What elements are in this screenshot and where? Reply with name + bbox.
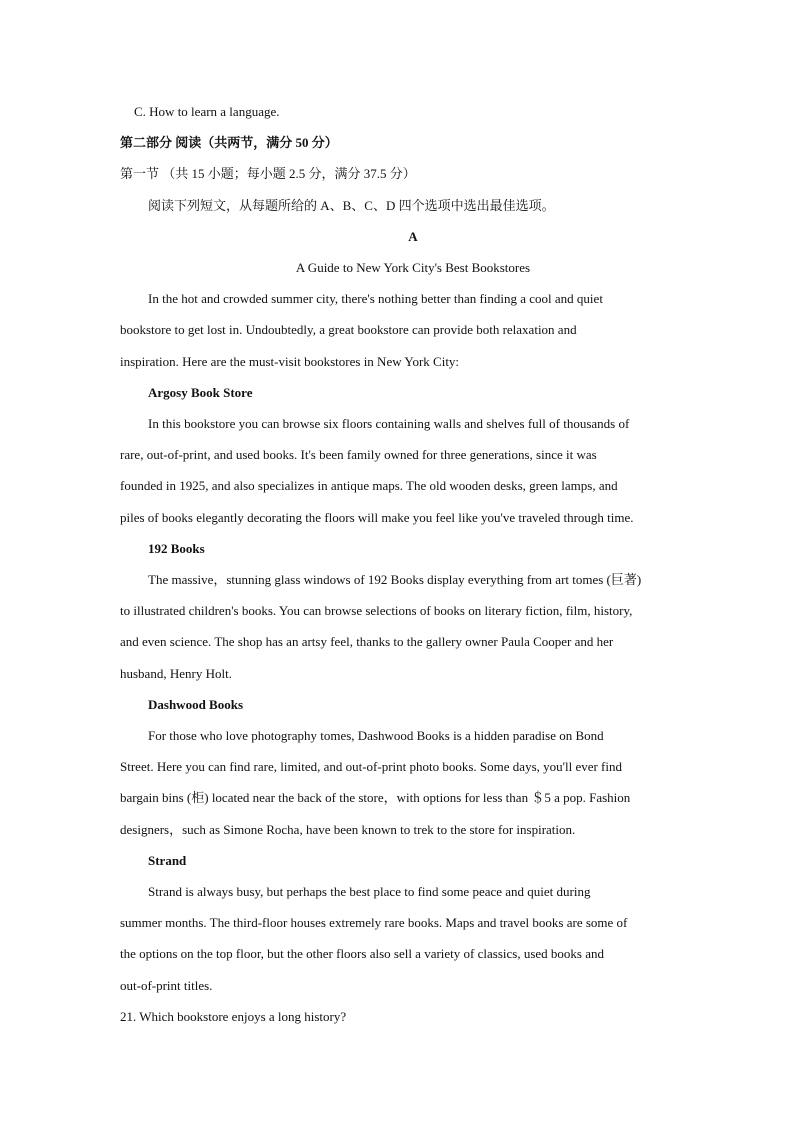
subsection-heading: 第一节 （共 15 小题；每小题 2.5 分，满分 37.5 分）: [120, 166, 416, 181]
paragraph-line: Strand is always busy, but perhaps the best place to find some peace and quiet during: [148, 884, 591, 899]
paragraph-line: the options on the top floor, but the other floors also sell a variety of classics, used books and: [120, 946, 604, 961]
store-heading-dashwood: Dashwood Books: [148, 697, 244, 712]
reading-instruction: 阅读下列短文，从每题所给的 A、B、C、D 四个选项中选出最佳选项。: [148, 198, 555, 213]
paragraph-line: husband, Henry Holt.: [120, 666, 232, 681]
intro-line: inspiration. Here are the must-visit bookstores in New York City:: [120, 354, 460, 369]
paragraph-line: designers，such as Simone Rocha, have been known to trek to the store for inspiration.: [120, 822, 576, 837]
paragraph-line: rare, out-of-print, and used books. It's been family owned for three generations, since it was: [120, 447, 597, 462]
question-21: 21. Which bookstore enjoys a long history?: [120, 1009, 347, 1024]
store-heading-strand: Strand: [148, 853, 187, 868]
store-heading-argosy: Argosy Book Store: [148, 385, 253, 400]
paragraph-line: out-of-print titles.: [120, 978, 213, 993]
paragraph-line: For those who love photography tomes, Dashwood Books is a hidden paradise on Bond: [148, 728, 604, 743]
store-heading-192-books: 192 Books: [148, 541, 205, 556]
paragraph-line: piles of books elegantly decorating the floors will make you feel like you've traveled through time.: [120, 510, 634, 525]
paragraph-line: bargain bins (柜) located near the back of the store，with options for less than ＄5 a pop. Fashion: [120, 790, 631, 805]
paragraph-line: Street. Here you can find rare, limited, and out-of-print photo books. Some days, you'll ever find: [120, 759, 622, 774]
passage-letter: A: [408, 229, 418, 244]
intro-line: In the hot and crowded summer city, there's nothing better than finding a cool and quiet: [148, 291, 603, 306]
intro-line: bookstore to get lost in. Undoubtedly, a great bookstore can provide both relaxation and: [120, 322, 577, 337]
paragraph-line: and even science. The shop has an artsy feel, thanks to the gallery owner Paula Cooper and her: [120, 634, 614, 649]
paragraph-line: In this bookstore you can browse six floors containing walls and shelves full of thousands of: [148, 416, 630, 431]
previous-answer-option: C. How to learn a language.: [134, 104, 280, 119]
paragraph-line: The massive，stunning glass windows of 192 Books display everything from art tomes (巨著): [148, 572, 642, 587]
passage-title: A Guide to New York City's Best Bookstores: [295, 260, 531, 275]
paragraph-line: to illustrated children's books. You can browse selections of books on literary fiction, film, history,: [120, 603, 633, 618]
section-heading: 第二部分 阅读（共两节，满分 50 分）: [120, 135, 338, 150]
paragraph-line: summer months. The third-floor houses extremely rare books. Maps and travel books are some of: [120, 915, 628, 930]
paragraph-line: founded in 1925, and also specializes in antique maps. The old wooden desks, green lamps, and: [120, 478, 618, 493]
